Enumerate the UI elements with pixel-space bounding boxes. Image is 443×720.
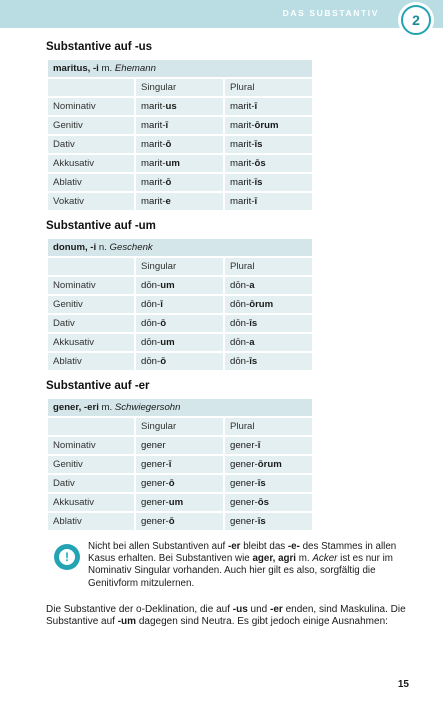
plural-stem: dōn- <box>230 299 250 310</box>
singular-stem: gener- <box>141 516 169 527</box>
plural-ending: īs <box>257 478 266 489</box>
singular-form <box>135 192 224 211</box>
singular-ending: ō <box>160 318 167 329</box>
plural-form <box>224 154 313 173</box>
lemma-cell <box>47 398 313 417</box>
singular-stem: dōn- <box>141 299 161 310</box>
column-header-singular: Singular <box>135 78 224 97</box>
plural-form <box>224 512 313 531</box>
singular-ending: e <box>165 196 171 207</box>
plural-ending: a <box>249 280 255 291</box>
singular-form <box>135 314 224 333</box>
body-paragraph: Die Substantive der o-Deklination, die auf -us und -er enden, sind Maskulina. Die Substantive auf -um dagegen sind Neutra. Es gibt jedoch einige Ausnahmen: <box>46 604 406 628</box>
column-header-row <box>47 78 313 97</box>
running-header-title: DAS SUBSTANTIV <box>282 8 379 18</box>
singular-form <box>135 135 224 154</box>
case-row <box>47 173 313 192</box>
singular-form <box>135 455 224 474</box>
case-row <box>47 97 313 116</box>
singular-form <box>135 97 224 116</box>
declension-table-um <box>46 237 314 372</box>
plural-ending: ōrum <box>254 120 279 131</box>
singular-stem: dōn- <box>141 356 161 367</box>
plural-stem: gener- <box>230 516 258 527</box>
lemma-row <box>47 59 313 78</box>
column-header-singular: Singular <box>135 257 224 276</box>
lemma-gender: n. <box>96 242 110 253</box>
case-name: Dativ <box>47 474 135 493</box>
plural-form <box>224 192 313 211</box>
plural-form <box>224 276 313 295</box>
plural-form <box>224 135 313 154</box>
case-row <box>47 474 313 493</box>
plural-stem: dōn- <box>230 337 250 348</box>
lemma-word: gener, -eri <box>53 402 99 413</box>
exclamation-glyph: ! <box>59 549 75 565</box>
case-name: Nominativ <box>47 97 135 116</box>
singular-stem: marit- <box>141 196 166 207</box>
column-header-row <box>47 417 313 436</box>
lemma-word: maritus, -i <box>53 63 99 74</box>
lemma-word: donum, -i <box>53 242 97 253</box>
case-name: Ablativ <box>47 173 135 192</box>
singular-form <box>135 512 224 531</box>
singular-ending: ī <box>160 299 163 310</box>
column-header-plural: Plural <box>224 78 313 97</box>
case-name: Ablativ <box>47 512 135 531</box>
plural-ending: īs <box>254 139 263 150</box>
plural-form <box>224 333 313 352</box>
lemma-row <box>47 238 313 257</box>
singular-form <box>135 276 224 295</box>
case-row <box>47 455 313 474</box>
plural-stem: gener- <box>230 497 258 508</box>
empty-header-cell <box>47 78 135 97</box>
case-row <box>47 493 313 512</box>
singular-stem: marit- <box>141 158 166 169</box>
singular-stem: marit- <box>141 101 166 112</box>
singular-form <box>135 352 224 371</box>
case-row <box>47 154 313 173</box>
section-heading-us: Substantive auf -us <box>46 41 153 53</box>
case-name: Akkusativ <box>47 493 135 512</box>
plural-stem: marit- <box>230 139 255 150</box>
singular-stem: marit- <box>141 139 166 150</box>
case-row <box>47 276 313 295</box>
plural-form <box>224 455 313 474</box>
case-row <box>47 512 313 531</box>
plural-form <box>224 474 313 493</box>
case-row <box>47 436 313 455</box>
case-row <box>47 116 313 135</box>
singular-ending: ī <box>168 459 172 470</box>
singular-ending: ō <box>165 139 172 150</box>
column-header-plural: Plural <box>224 257 313 276</box>
lemma-cell <box>47 238 313 257</box>
singular-form <box>135 333 224 352</box>
case-name: Akkusativ <box>47 333 135 352</box>
chapter-number-badge: 2 <box>401 5 431 35</box>
singular-stem: gener <box>141 440 166 451</box>
case-row <box>47 333 313 352</box>
plural-stem: dōn- <box>230 356 250 367</box>
lemma-row <box>47 398 313 417</box>
plural-ending: ī <box>254 196 258 207</box>
plural-ending: ōrum <box>249 299 274 310</box>
plural-form <box>224 493 313 512</box>
note-text: Nicht bei allen Substantiven auf -er bleibt das -e- des Stammes in allen Kasus erhalten. Bei Substantiven wie ager, agri m. Acker ist es nur im Nominativ Singular vorhanden. Auch hier gilt es also, sorgfältig die Genitivform mitzulernen. <box>88 541 397 589</box>
plural-ending: īs <box>249 356 258 367</box>
case-name: Akkusativ <box>47 154 135 173</box>
plural-stem: gener- <box>230 459 258 470</box>
case-name: Genitiv <box>47 455 135 474</box>
plural-stem: marit- <box>230 101 255 112</box>
plural-ending: ōs <box>257 497 269 508</box>
column-header-plural: Plural <box>224 417 313 436</box>
case-name: Ablativ <box>47 352 135 371</box>
section-heading-um: Substantive auf -um <box>46 220 156 232</box>
singular-form <box>135 474 224 493</box>
case-name: Vokativ <box>47 192 135 211</box>
plural-form <box>224 97 313 116</box>
singular-ending: ī <box>165 120 169 131</box>
plural-stem: marit- <box>230 177 255 188</box>
plural-ending: ōs <box>254 158 266 169</box>
plural-stem: marit- <box>230 196 255 207</box>
lemma-gloss: Geschenk <box>109 242 153 253</box>
singular-ending: um <box>165 158 180 169</box>
plural-ending: ōrum <box>257 459 282 470</box>
lemma-gender: m. <box>98 63 115 74</box>
singular-ending: us <box>165 101 177 112</box>
singular-form <box>135 295 224 314</box>
singular-ending: ō <box>165 177 172 188</box>
singular-form <box>135 154 224 173</box>
singular-stem: marit- <box>141 177 166 188</box>
plural-ending: īs <box>249 318 258 329</box>
singular-ending: ō <box>168 478 175 489</box>
section-heading-er: Substantive auf -er <box>46 380 150 392</box>
declension-table-us <box>46 58 314 212</box>
plural-form <box>224 314 313 333</box>
declension-table-er <box>46 397 314 532</box>
exclamation-icon <box>54 544 80 570</box>
plural-form <box>224 116 313 135</box>
plural-stem: marit- <box>230 120 255 131</box>
plural-stem: gener- <box>230 440 258 451</box>
singular-ending: um <box>168 497 184 508</box>
lemma-gender: m. <box>98 402 115 413</box>
case-row <box>47 295 313 314</box>
singular-ending: ō <box>160 356 167 367</box>
lemma-gloss: Schwiegersohn <box>114 402 181 413</box>
plural-form <box>224 173 313 192</box>
singular-stem: gener- <box>141 497 169 508</box>
plural-ending: īs <box>257 516 266 527</box>
plural-ending: īs <box>254 177 263 188</box>
case-row <box>47 192 313 211</box>
plural-form <box>224 436 313 455</box>
singular-stem: marit- <box>141 120 166 131</box>
empty-header-cell <box>47 257 135 276</box>
plural-ending: ī <box>254 101 258 112</box>
plural-stem: gener- <box>230 478 258 489</box>
empty-header-cell <box>47 417 135 436</box>
lemma-cell <box>47 59 313 78</box>
plural-stem: marit- <box>230 158 255 169</box>
case-row <box>47 135 313 154</box>
plural-form <box>224 352 313 371</box>
case-name: Nominativ <box>47 276 135 295</box>
singular-ending: ō <box>168 516 175 527</box>
case-row <box>47 352 313 371</box>
column-header-row <box>47 257 313 276</box>
singular-form <box>135 116 224 135</box>
singular-stem: gener- <box>141 459 169 470</box>
singular-stem: dōn- <box>141 337 161 348</box>
singular-ending: um <box>160 337 175 348</box>
lemma-gloss: Ehemann <box>114 63 156 74</box>
singular-stem: dōn- <box>141 318 161 329</box>
plural-ending: a <box>249 337 255 348</box>
column-header-singular: Singular <box>135 417 224 436</box>
singular-form <box>135 436 224 455</box>
case-name: Dativ <box>47 135 135 154</box>
case-row <box>47 314 313 333</box>
case-name: Genitiv <box>47 295 135 314</box>
plural-stem: dōn- <box>230 318 250 329</box>
singular-ending: um <box>160 280 175 291</box>
singular-form <box>135 173 224 192</box>
case-name: Genitiv <box>47 116 135 135</box>
case-name: Dativ <box>47 314 135 333</box>
plural-ending: ī <box>257 440 261 451</box>
plural-form <box>224 295 313 314</box>
page-number: 15 <box>397 679 409 690</box>
singular-stem: gener- <box>141 478 169 489</box>
plural-stem: dōn- <box>230 280 250 291</box>
singular-form <box>135 493 224 512</box>
singular-stem: dōn- <box>141 280 161 291</box>
case-name: Nominativ <box>47 436 135 455</box>
